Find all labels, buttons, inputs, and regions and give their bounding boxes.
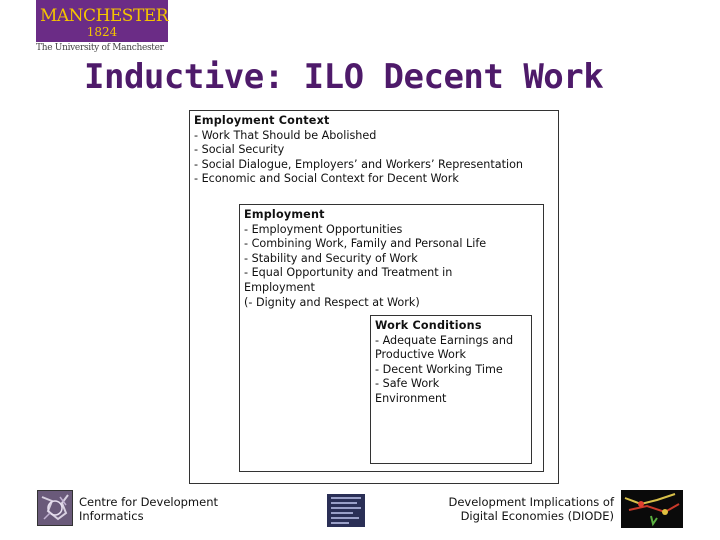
list-item: - Economic and Social Context for Decent Work (194, 172, 459, 186)
logo-name: MANCHESTER (40, 6, 168, 26)
work-conditions-heading: Work Conditions (375, 319, 482, 332)
list-item: - Safe Work Environment (375, 377, 447, 405)
employment-text (244, 208, 534, 310)
university-logo-badge (36, 0, 168, 42)
university-logo (36, 0, 170, 56)
footer-left-line: Informatics (79, 509, 144, 523)
diode-logo-icon (621, 490, 683, 528)
list-item: - Social Security (194, 143, 285, 157)
employment-context-text (194, 114, 523, 187)
footer-left-text (79, 495, 218, 523)
footer-left-line: Centre for Development (79, 495, 218, 509)
footer-right-line: Development Implications of (448, 495, 614, 509)
cdi-logo-icon (37, 490, 73, 526)
slide-title: Inductive: ILO Decent Work (84, 57, 604, 97)
employment-context-heading: Employment Context (194, 114, 330, 127)
list-item: - Decent Working Time (375, 362, 503, 376)
list-item: - Equal Opportunity and Treatment in Employment (244, 266, 453, 294)
list-item: - Social Dialogue, Employers’ and Workers’ Representation (194, 157, 524, 171)
list-item: - Combining Work, Family and Personal Life (244, 237, 487, 251)
logo-subtitle: The University of Manchester (36, 43, 164, 53)
esrc-logo-icon (327, 494, 365, 527)
list-item: - Employment Opportunities (244, 222, 403, 236)
employment-heading: Employment (244, 208, 325, 221)
work-conditions-text (375, 319, 531, 407)
work-conditions-box (370, 315, 532, 464)
list-item: (- Dignity and Respect at Work) (244, 295, 420, 309)
list-item: - Adequate Earnings and Productive Work (375, 333, 514, 362)
list-item: - Stability and Security of Work (244, 251, 418, 265)
footer-right-line: Digital Economies (DIODE) (460, 509, 614, 523)
footer-right-text (449, 495, 615, 523)
list-item: - Work That Should be Abolished (194, 128, 377, 142)
logo-year: 1824 (86, 25, 118, 39)
